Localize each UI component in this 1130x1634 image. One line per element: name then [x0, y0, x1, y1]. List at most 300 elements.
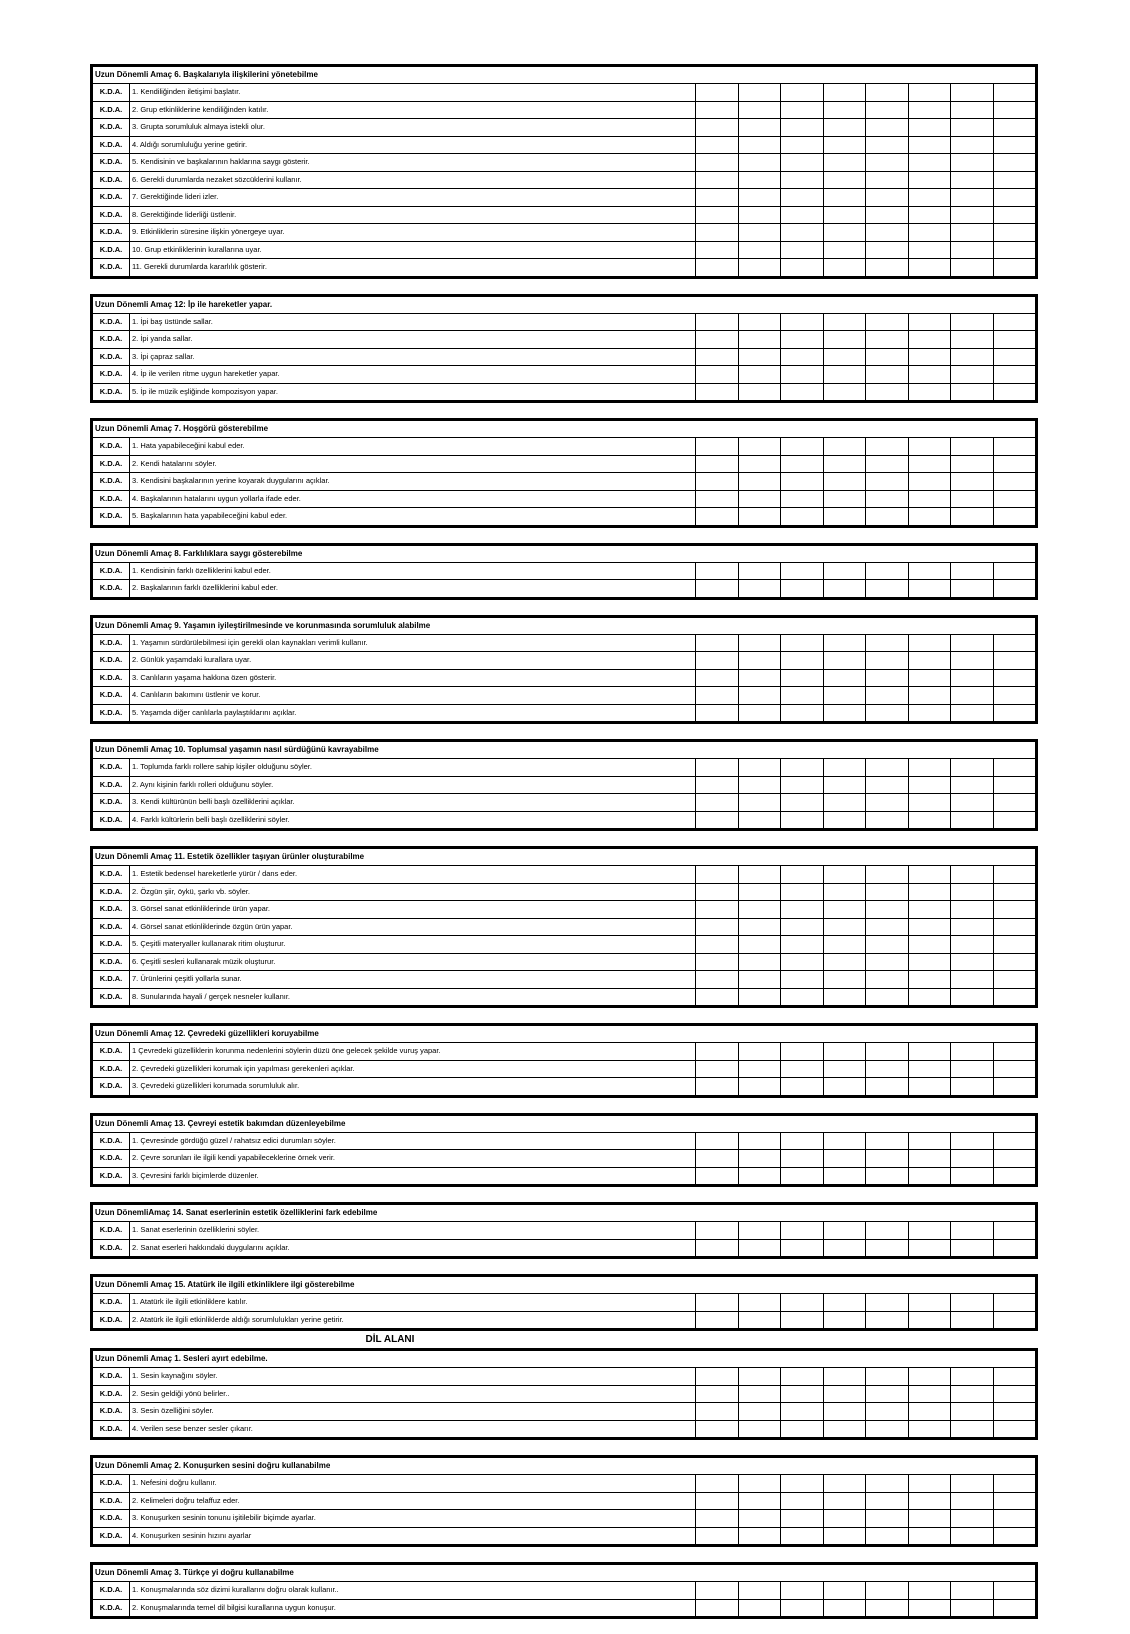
- mark-cell[interactable]: [994, 884, 1036, 901]
- mark-cell[interactable]: [951, 1168, 994, 1185]
- mark-cell[interactable]: [739, 687, 782, 704]
- mark-cell[interactable]: [909, 224, 952, 241]
- mark-cell[interactable]: [994, 1043, 1036, 1060]
- mark-cell[interactable]: [696, 1403, 739, 1420]
- mark-cell[interactable]: [696, 1061, 739, 1078]
- mark-cell[interactable]: [909, 936, 952, 953]
- mark-cell[interactable]: [909, 349, 952, 366]
- mark-cell[interactable]: [739, 989, 782, 1006]
- mark-cell[interactable]: [866, 349, 909, 366]
- mark-cell[interactable]: [781, 1528, 824, 1545]
- mark-cell[interactable]: [909, 508, 952, 525]
- mark-cell[interactable]: [781, 670, 824, 687]
- mark-cell[interactable]: [781, 331, 824, 348]
- mark-cell[interactable]: [696, 331, 739, 348]
- mark-cell[interactable]: [696, 207, 739, 224]
- mark-cell[interactable]: [866, 919, 909, 936]
- mark-cell[interactable]: [696, 154, 739, 171]
- mark-cell[interactable]: [781, 1582, 824, 1599]
- mark-cell[interactable]: [994, 635, 1036, 652]
- mark-cell[interactable]: [781, 1150, 824, 1167]
- mark-cell[interactable]: [824, 884, 867, 901]
- mark-cell[interactable]: [781, 224, 824, 241]
- mark-cell[interactable]: [824, 1403, 867, 1420]
- mark-cell[interactable]: [866, 1600, 909, 1617]
- mark-cell[interactable]: [739, 1294, 782, 1311]
- mark-cell[interactable]: [909, 1168, 952, 1185]
- mark-cell[interactable]: [994, 491, 1036, 508]
- mark-cell[interactable]: [951, 242, 994, 259]
- mark-cell[interactable]: [739, 936, 782, 953]
- mark-cell[interactable]: [824, 331, 867, 348]
- mark-cell[interactable]: [824, 1150, 867, 1167]
- mark-cell[interactable]: [781, 936, 824, 953]
- mark-cell[interactable]: [866, 119, 909, 136]
- mark-cell[interactable]: [951, 1222, 994, 1239]
- mark-cell[interactable]: [696, 491, 739, 508]
- mark-cell[interactable]: [824, 242, 867, 259]
- mark-cell[interactable]: [994, 1368, 1036, 1385]
- mark-cell[interactable]: [994, 901, 1036, 918]
- mark-cell[interactable]: [739, 384, 782, 401]
- mark-cell[interactable]: [696, 473, 739, 490]
- mark-cell[interactable]: [994, 936, 1036, 953]
- mark-cell[interactable]: [951, 1312, 994, 1329]
- mark-cell[interactable]: [696, 1294, 739, 1311]
- mark-cell[interactable]: [739, 580, 782, 597]
- mark-cell[interactable]: [994, 207, 1036, 224]
- mark-cell[interactable]: [994, 1403, 1036, 1420]
- mark-cell[interactable]: [866, 1368, 909, 1385]
- mark-cell[interactable]: [781, 242, 824, 259]
- mark-cell[interactable]: [909, 1600, 952, 1617]
- mark-cell[interactable]: [739, 1403, 782, 1420]
- mark-cell[interactable]: [951, 224, 994, 241]
- mark-cell[interactable]: [951, 384, 994, 401]
- mark-cell[interactable]: [696, 1240, 739, 1257]
- mark-cell[interactable]: [909, 884, 952, 901]
- mark-cell[interactable]: [909, 1528, 952, 1545]
- mark-cell[interactable]: [909, 919, 952, 936]
- mark-cell[interactable]: [824, 1240, 867, 1257]
- mark-cell[interactable]: [824, 901, 867, 918]
- mark-cell[interactable]: [781, 102, 824, 119]
- mark-cell[interactable]: [909, 456, 952, 473]
- mark-cell[interactable]: [824, 491, 867, 508]
- mark-cell[interactable]: [824, 936, 867, 953]
- mark-cell[interactable]: [866, 635, 909, 652]
- mark-cell[interactable]: [909, 1386, 952, 1403]
- mark-cell[interactable]: [824, 508, 867, 525]
- mark-cell[interactable]: [824, 1061, 867, 1078]
- mark-cell[interactable]: [994, 1386, 1036, 1403]
- mark-cell[interactable]: [951, 971, 994, 988]
- mark-cell[interactable]: [781, 473, 824, 490]
- mark-cell[interactable]: [781, 1043, 824, 1060]
- mark-cell[interactable]: [994, 1312, 1036, 1329]
- mark-cell[interactable]: [739, 438, 782, 455]
- mark-cell[interactable]: [951, 137, 994, 154]
- mark-cell[interactable]: [696, 936, 739, 953]
- mark-cell[interactable]: [739, 259, 782, 276]
- mark-cell[interactable]: [781, 759, 824, 776]
- mark-cell[interactable]: [866, 1150, 909, 1167]
- mark-cell[interactable]: [909, 119, 952, 136]
- mark-cell[interactable]: [696, 652, 739, 669]
- mark-cell[interactable]: [994, 189, 1036, 206]
- mark-cell[interactable]: [739, 1168, 782, 1185]
- mark-cell[interactable]: [739, 1386, 782, 1403]
- mark-cell[interactable]: [696, 224, 739, 241]
- mark-cell[interactable]: [824, 366, 867, 383]
- mark-cell[interactable]: [951, 1386, 994, 1403]
- mark-cell[interactable]: [781, 1600, 824, 1617]
- mark-cell[interactable]: [696, 971, 739, 988]
- mark-cell[interactable]: [866, 438, 909, 455]
- mark-cell[interactable]: [824, 1528, 867, 1545]
- mark-cell[interactable]: [696, 1582, 739, 1599]
- mark-cell[interactable]: [866, 884, 909, 901]
- mark-cell[interactable]: [739, 102, 782, 119]
- mark-cell[interactable]: [696, 172, 739, 189]
- mark-cell[interactable]: [824, 866, 867, 883]
- mark-cell[interactable]: [994, 473, 1036, 490]
- mark-cell[interactable]: [824, 314, 867, 331]
- mark-cell[interactable]: [781, 884, 824, 901]
- mark-cell[interactable]: [696, 1368, 739, 1385]
- mark-cell[interactable]: [739, 884, 782, 901]
- mark-cell[interactable]: [866, 1078, 909, 1095]
- mark-cell[interactable]: [951, 954, 994, 971]
- mark-cell[interactable]: [696, 759, 739, 776]
- mark-cell[interactable]: [994, 119, 1036, 136]
- mark-cell[interactable]: [781, 84, 824, 101]
- mark-cell[interactable]: [866, 1061, 909, 1078]
- mark-cell[interactable]: [951, 1475, 994, 1492]
- mark-cell[interactable]: [781, 1222, 824, 1239]
- mark-cell[interactable]: [909, 687, 952, 704]
- mark-cell[interactable]: [866, 207, 909, 224]
- mark-cell[interactable]: [866, 1294, 909, 1311]
- mark-cell[interactable]: [951, 102, 994, 119]
- mark-cell[interactable]: [696, 349, 739, 366]
- mark-cell[interactable]: [781, 635, 824, 652]
- mark-cell[interactable]: [739, 1043, 782, 1060]
- mark-cell[interactable]: [781, 207, 824, 224]
- mark-cell[interactable]: [739, 1600, 782, 1617]
- mark-cell[interactable]: [696, 1312, 739, 1329]
- mark-cell[interactable]: [824, 259, 867, 276]
- mark-cell[interactable]: [696, 384, 739, 401]
- mark-cell[interactable]: [994, 812, 1036, 829]
- mark-cell[interactable]: [866, 580, 909, 597]
- mark-cell[interactable]: [866, 1168, 909, 1185]
- mark-cell[interactable]: [739, 1061, 782, 1078]
- mark-cell[interactable]: [951, 1043, 994, 1060]
- mark-cell[interactable]: [866, 670, 909, 687]
- mark-cell[interactable]: [951, 866, 994, 883]
- mark-cell[interactable]: [866, 1043, 909, 1060]
- mark-cell[interactable]: [739, 1368, 782, 1385]
- mark-cell[interactable]: [781, 1510, 824, 1527]
- mark-cell[interactable]: [994, 971, 1036, 988]
- mark-cell[interactable]: [994, 1475, 1036, 1492]
- mark-cell[interactable]: [866, 759, 909, 776]
- mark-cell[interactable]: [951, 366, 994, 383]
- mark-cell[interactable]: [824, 687, 867, 704]
- mark-cell[interactable]: [824, 1222, 867, 1239]
- mark-cell[interactable]: [739, 172, 782, 189]
- mark-cell[interactable]: [781, 563, 824, 580]
- mark-cell[interactable]: [739, 242, 782, 259]
- mark-cell[interactable]: [739, 349, 782, 366]
- mark-cell[interactable]: [696, 102, 739, 119]
- mark-cell[interactable]: [696, 1600, 739, 1617]
- mark-cell[interactable]: [739, 366, 782, 383]
- mark-cell[interactable]: [994, 1600, 1036, 1617]
- mark-cell[interactable]: [696, 1168, 739, 1185]
- mark-cell[interactable]: [781, 812, 824, 829]
- mark-cell[interactable]: [951, 438, 994, 455]
- mark-cell[interactable]: [866, 172, 909, 189]
- mark-cell[interactable]: [909, 705, 952, 722]
- mark-cell[interactable]: [824, 971, 867, 988]
- mark-cell[interactable]: [781, 794, 824, 811]
- mark-cell[interactable]: [909, 1150, 952, 1167]
- mark-cell[interactable]: [909, 242, 952, 259]
- mark-cell[interactable]: [696, 137, 739, 154]
- mark-cell[interactable]: [696, 919, 739, 936]
- mark-cell[interactable]: [696, 580, 739, 597]
- mark-cell[interactable]: [866, 189, 909, 206]
- mark-cell[interactable]: [866, 1386, 909, 1403]
- mark-cell[interactable]: [951, 1421, 994, 1438]
- mark-cell[interactable]: [696, 456, 739, 473]
- mark-cell[interactable]: [739, 971, 782, 988]
- mark-cell[interactable]: [781, 456, 824, 473]
- mark-cell[interactable]: [781, 1368, 824, 1385]
- mark-cell[interactable]: [781, 1421, 824, 1438]
- mark-cell[interactable]: [696, 866, 739, 883]
- mark-cell[interactable]: [951, 508, 994, 525]
- mark-cell[interactable]: [994, 102, 1036, 119]
- mark-cell[interactable]: [824, 1368, 867, 1385]
- mark-cell[interactable]: [739, 224, 782, 241]
- mark-cell[interactable]: [739, 866, 782, 883]
- mark-cell[interactable]: [739, 759, 782, 776]
- mark-cell[interactable]: [909, 777, 952, 794]
- mark-cell[interactable]: [824, 794, 867, 811]
- mark-cell[interactable]: [781, 1133, 824, 1150]
- mark-cell[interactable]: [739, 1222, 782, 1239]
- mark-cell[interactable]: [781, 189, 824, 206]
- mark-cell[interactable]: [824, 349, 867, 366]
- mark-cell[interactable]: [781, 705, 824, 722]
- mark-cell[interactable]: [994, 919, 1036, 936]
- mark-cell[interactable]: [994, 259, 1036, 276]
- mark-cell[interactable]: [951, 670, 994, 687]
- mark-cell[interactable]: [824, 635, 867, 652]
- mark-cell[interactable]: [866, 705, 909, 722]
- mark-cell[interactable]: [824, 1294, 867, 1311]
- mark-cell[interactable]: [824, 189, 867, 206]
- mark-cell[interactable]: [739, 670, 782, 687]
- mark-cell[interactable]: [781, 954, 824, 971]
- mark-cell[interactable]: [781, 1240, 824, 1257]
- mark-cell[interactable]: [866, 491, 909, 508]
- mark-cell[interactable]: [824, 759, 867, 776]
- mark-cell[interactable]: [866, 1493, 909, 1510]
- mark-cell[interactable]: [781, 866, 824, 883]
- mark-cell[interactable]: [994, 154, 1036, 171]
- mark-cell[interactable]: [909, 314, 952, 331]
- mark-cell[interactable]: [909, 1493, 952, 1510]
- mark-cell[interactable]: [909, 563, 952, 580]
- mark-cell[interactable]: [866, 154, 909, 171]
- mark-cell[interactable]: [866, 652, 909, 669]
- mark-cell[interactable]: [951, 884, 994, 901]
- mark-cell[interactable]: [866, 866, 909, 883]
- mark-cell[interactable]: [824, 119, 867, 136]
- mark-cell[interactable]: [866, 242, 909, 259]
- mark-cell[interactable]: [824, 473, 867, 490]
- mark-cell[interactable]: [781, 154, 824, 171]
- mark-cell[interactable]: [739, 652, 782, 669]
- mark-cell[interactable]: [696, 508, 739, 525]
- mark-cell[interactable]: [866, 777, 909, 794]
- mark-cell[interactable]: [994, 438, 1036, 455]
- mark-cell[interactable]: [696, 777, 739, 794]
- mark-cell[interactable]: [824, 1386, 867, 1403]
- mark-cell[interactable]: [951, 759, 994, 776]
- mark-cell[interactable]: [781, 580, 824, 597]
- mark-cell[interactable]: [909, 635, 952, 652]
- mark-cell[interactable]: [781, 1386, 824, 1403]
- mark-cell[interactable]: [994, 1582, 1036, 1599]
- mark-cell[interactable]: [994, 1078, 1036, 1095]
- mark-cell[interactable]: [994, 224, 1036, 241]
- mark-cell[interactable]: [909, 1078, 952, 1095]
- mark-cell[interactable]: [951, 705, 994, 722]
- mark-cell[interactable]: [739, 119, 782, 136]
- mark-cell[interactable]: [994, 456, 1036, 473]
- mark-cell[interactable]: [824, 989, 867, 1006]
- mark-cell[interactable]: [866, 102, 909, 119]
- mark-cell[interactable]: [866, 794, 909, 811]
- mark-cell[interactable]: [866, 1475, 909, 1492]
- mark-cell[interactable]: [781, 687, 824, 704]
- mark-cell[interactable]: [739, 508, 782, 525]
- mark-cell[interactable]: [951, 1582, 994, 1599]
- mark-cell[interactable]: [824, 1078, 867, 1095]
- mark-cell[interactable]: [866, 1421, 909, 1438]
- mark-cell[interactable]: [866, 812, 909, 829]
- mark-cell[interactable]: [866, 1403, 909, 1420]
- mark-cell[interactable]: [696, 687, 739, 704]
- mark-cell[interactable]: [951, 1403, 994, 1420]
- mark-cell[interactable]: [909, 172, 952, 189]
- mark-cell[interactable]: [951, 189, 994, 206]
- mark-cell[interactable]: [739, 901, 782, 918]
- mark-cell[interactable]: [994, 1240, 1036, 1257]
- mark-cell[interactable]: [994, 652, 1036, 669]
- mark-cell[interactable]: [951, 580, 994, 597]
- mark-cell[interactable]: [866, 901, 909, 918]
- mark-cell[interactable]: [739, 207, 782, 224]
- mark-cell[interactable]: [696, 812, 739, 829]
- mark-cell[interactable]: [994, 989, 1036, 1006]
- mark-cell[interactable]: [739, 1240, 782, 1257]
- mark-cell[interactable]: [824, 580, 867, 597]
- mark-cell[interactable]: [909, 954, 952, 971]
- mark-cell[interactable]: [994, 794, 1036, 811]
- mark-cell[interactable]: [909, 1312, 952, 1329]
- mark-cell[interactable]: [994, 349, 1036, 366]
- mark-cell[interactable]: [951, 901, 994, 918]
- mark-cell[interactable]: [994, 954, 1036, 971]
- mark-cell[interactable]: [951, 919, 994, 936]
- mark-cell[interactable]: [909, 384, 952, 401]
- mark-cell[interactable]: [994, 670, 1036, 687]
- mark-cell[interactable]: [951, 652, 994, 669]
- mark-cell[interactable]: [994, 242, 1036, 259]
- mark-cell[interactable]: [951, 1240, 994, 1257]
- mark-cell[interactable]: [696, 1475, 739, 1492]
- mark-cell[interactable]: [909, 1222, 952, 1239]
- mark-cell[interactable]: [781, 919, 824, 936]
- mark-cell[interactable]: [909, 1582, 952, 1599]
- mark-cell[interactable]: [781, 989, 824, 1006]
- mark-cell[interactable]: [951, 154, 994, 171]
- mark-cell[interactable]: [696, 1133, 739, 1150]
- mark-cell[interactable]: [951, 1493, 994, 1510]
- mark-cell[interactable]: [951, 1510, 994, 1527]
- mark-cell[interactable]: [994, 331, 1036, 348]
- mark-cell[interactable]: [951, 989, 994, 1006]
- mark-cell[interactable]: [909, 1133, 952, 1150]
- mark-cell[interactable]: [866, 971, 909, 988]
- mark-cell[interactable]: [909, 366, 952, 383]
- mark-cell[interactable]: [781, 172, 824, 189]
- mark-cell[interactable]: [994, 1493, 1036, 1510]
- mark-cell[interactable]: [824, 438, 867, 455]
- mark-cell[interactable]: [866, 936, 909, 953]
- mark-cell[interactable]: [909, 1368, 952, 1385]
- mark-cell[interactable]: [739, 777, 782, 794]
- mark-cell[interactable]: [781, 1294, 824, 1311]
- mark-cell[interactable]: [951, 794, 994, 811]
- mark-cell[interactable]: [866, 84, 909, 101]
- mark-cell[interactable]: [696, 670, 739, 687]
- mark-cell[interactable]: [951, 687, 994, 704]
- mark-cell[interactable]: [824, 919, 867, 936]
- mark-cell[interactable]: [866, 366, 909, 383]
- mark-cell[interactable]: [696, 1421, 739, 1438]
- mark-cell[interactable]: [781, 491, 824, 508]
- mark-cell[interactable]: [824, 154, 867, 171]
- mark-cell[interactable]: [994, 508, 1036, 525]
- mark-cell[interactable]: [951, 84, 994, 101]
- mark-cell[interactable]: [696, 884, 739, 901]
- mark-cell[interactable]: [781, 1168, 824, 1185]
- mark-cell[interactable]: [696, 1078, 739, 1095]
- mark-cell[interactable]: [781, 314, 824, 331]
- mark-cell[interactable]: [994, 172, 1036, 189]
- mark-cell[interactable]: [781, 137, 824, 154]
- mark-cell[interactable]: [696, 635, 739, 652]
- mark-cell[interactable]: [951, 1078, 994, 1095]
- mark-cell[interactable]: [696, 1386, 739, 1403]
